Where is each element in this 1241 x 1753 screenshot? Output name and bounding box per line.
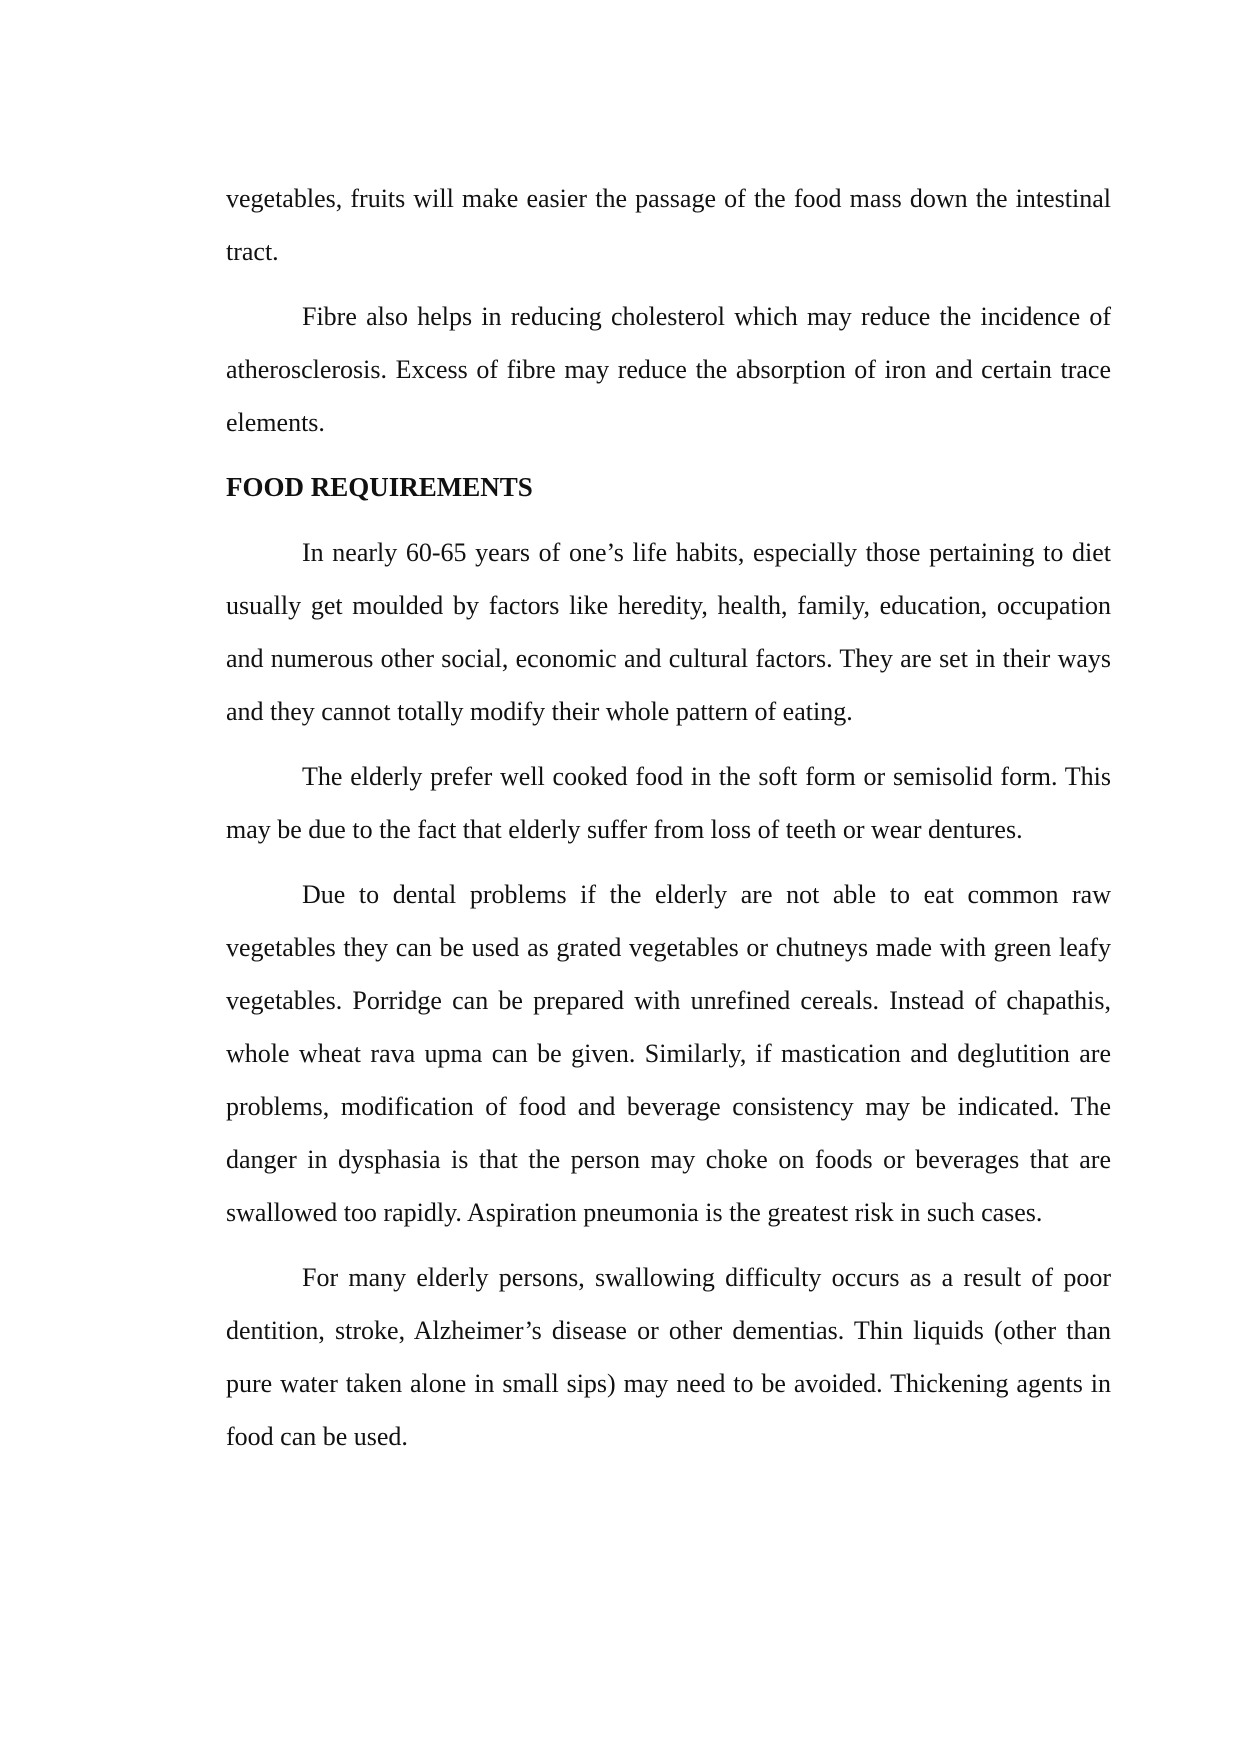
paragraph-fibre-cholesterol: Fibre also helps in reducing cholesterol which may reduce the incidence of atherosclerosis. Excess of fibre may reduce the absorption of iron and certain trace elements. (226, 302, 1111, 437)
document-page (226, 172, 1111, 1475)
section-heading: FOOD REQUIREMENTS (226, 472, 533, 502)
paragraph-soft-food: The elderly prefer well cooked food in the soft form or semisolid form. This may be due to the fact that elderly suffer from loss of teeth or wear dentures. (226, 762, 1111, 844)
paragraph-dental-problems: Due to dental problems if the elderly are not able to eat common raw vegetables they can be used as grated vegetables or chutneys made with green leafy vegetables. Porridge can be prepared with unrefined cereals. Instead of chapathis, whole wheat rava upma can be given. Similarly, if mastication and deglutition are problems, modification of food and beverage consistency may be indicated. The danger in dysphasia is that the person may choke on foods or beverages that are swallowed too rapidly. Aspiration pneumonia is the greatest risk in such cases. (226, 880, 1111, 1227)
paragraph-life-habits: In nearly 60-65 years of one’s life habits, especially those pertaining to diet usually get moulded by factors like heredity, health, family, education, occupation and numerous other social, economic and cultural factors. They are set in their ways and they cannot totally modify their whole pattern of eating. (226, 538, 1111, 726)
paragraph-swallowing-difficulty: For many elderly persons, swallowing difficulty occurs as a result of poor dentition, stroke, Alzheimer’s disease or other dementias. Thin liquids (other than pure water taken alone in small sips) may need to be avoided. Thickening agents in food can be used. (226, 1263, 1111, 1451)
paragraph-continuation: vegetables, fruits will make easier the passage of the food mass down the intestinal tract. (226, 184, 1111, 266)
